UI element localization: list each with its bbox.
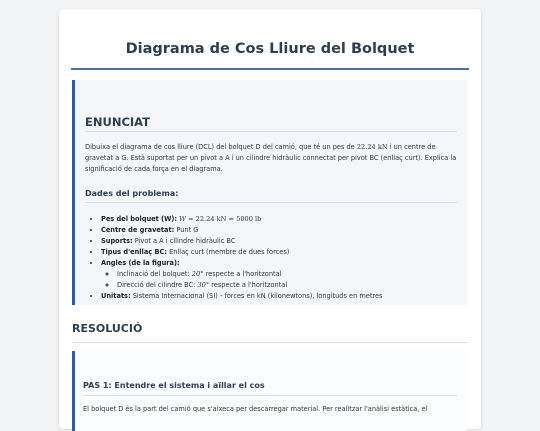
- item-text: Punt G: [174, 226, 199, 234]
- list-item-units: [101, 291, 459, 302]
- intro-text-end: i un centre de gravetat a G. Està suportat per un pivot a A i un cilindre hidràulic connectat per pivot BC (enllaç curt). Explica la significació de cada força en el diagrama.: [85, 143, 457, 173]
- title-divider: [71, 68, 469, 70]
- sublist-item-cylinder: ◦ Direcció del cilindre BC: 30° respecte a l'horitzontal: [117, 280, 459, 291]
- resolucio-divider: [72, 342, 468, 343]
- list-item-gravity-center: [101, 225, 459, 236]
- resolucio-heading: RESOLUCIÓ: [72, 322, 143, 335]
- weight-formula: W = 22.24 kN ≈ 5000 lb: [179, 215, 262, 223]
- list-item-supports: [101, 236, 459, 247]
- list-item-angles: [101, 258, 459, 291]
- list-item-link-type: [101, 247, 459, 258]
- intro-weight-value: 22.24: [356, 143, 376, 151]
- angles-sublist: [101, 269, 459, 291]
- document-page: [59, 9, 481, 429]
- item-label: Unitats:: [101, 292, 131, 300]
- pas1-heading: PAS 1: Entendre el sistema i aïllar el cos: [83, 381, 265, 390]
- item-text: Enllaç curt (membre de dues forces): [166, 248, 290, 256]
- enunciat-panel: [72, 80, 467, 305]
- item-label: Centre de gravetat:: [101, 226, 175, 234]
- item-label: Pes del bolquet (W):: [101, 215, 178, 223]
- item-label: Angles (de la figura):: [101, 259, 180, 267]
- pas1-text: El bolquet D és la part del camió que s'aixeca per descarregar material. Per realitzar l'anàlisi estàtica, el: [83, 405, 428, 413]
- pas1-panel: [72, 351, 467, 431]
- enunciat-heading: ENUNCIAT: [85, 115, 151, 129]
- angle-value: 20°: [191, 270, 204, 278]
- intro-text-start: Dibuixa el diagrama de cos lliure (DCL) del bolquet D del camió, que té un pes de: [85, 143, 357, 151]
- dades-heading: Dades del problema:: [85, 189, 179, 198]
- pas1-divider: [83, 395, 457, 396]
- sublist-item-tilt: ◦ Inclinació del bolquet: 20° respecte a l'horitzontal: [117, 269, 459, 280]
- dades-list: [85, 214, 459, 302]
- list-item-weight: [101, 214, 459, 225]
- item-text: Sistema Internacional (SI) - forces en kN (kilonewtons), longituds en metres: [130, 292, 383, 300]
- item-label: Suports:: [101, 237, 133, 245]
- page-title: Diagrama de Cos Lliure del Bolquet: [125, 41, 415, 57]
- dades-divider: [85, 202, 457, 203]
- enunciat-divider: [85, 131, 457, 132]
- item-label: Tipus d'enllaç BC:: [101, 248, 167, 256]
- item-text: Pivot a A i cilindre hidràulic BC: [132, 237, 236, 245]
- enunciat-intro: [85, 142, 459, 175]
- intro-weight-math: [357, 143, 388, 151]
- intro-weight-unit: kN: [377, 143, 388, 151]
- angle-value: 30°: [197, 281, 210, 289]
